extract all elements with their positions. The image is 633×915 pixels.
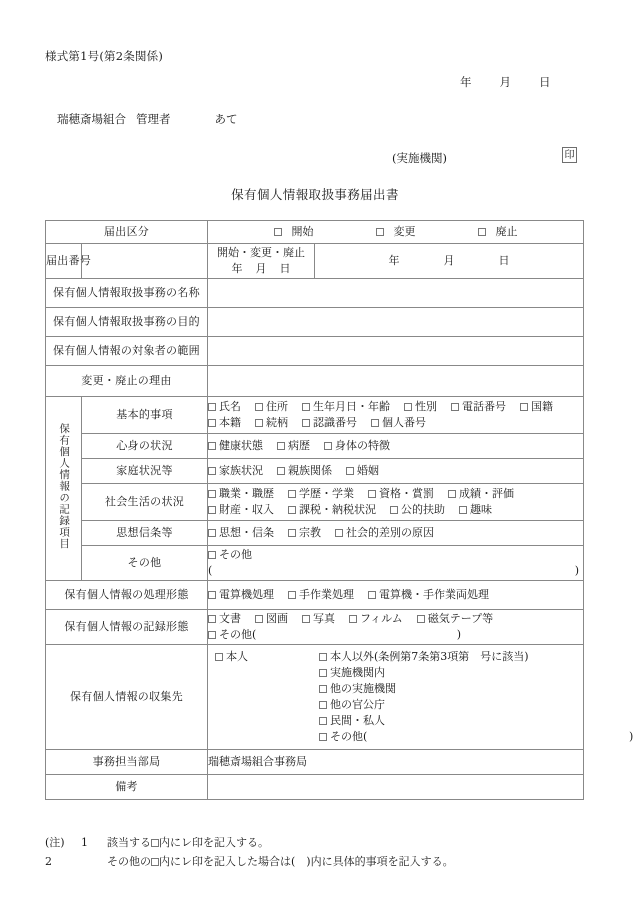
checkbox-icon[interactable]	[390, 506, 398, 514]
physical-mental-line-1	[208, 438, 583, 454]
table-row-physical-mental	[46, 434, 584, 459]
table-row-scope	[46, 337, 584, 366]
checkbox-icon	[151, 858, 159, 866]
option-assets-income[interactable]	[208, 502, 274, 518]
option-name[interactable]	[208, 399, 241, 415]
jimu-purpose-value[interactable]	[208, 308, 584, 337]
table-row-collection-source	[46, 645, 584, 750]
option-body-features-label: 身体の特徴	[335, 439, 391, 453]
option-identification-number[interactable]	[302, 415, 357, 431]
table-row-purpose	[46, 308, 584, 337]
remarks-label: 備考	[46, 774, 208, 799]
option-photo-label: 写真	[313, 612, 336, 626]
remarks-value[interactable]	[208, 774, 584, 799]
checkbox-icon[interactable]	[302, 403, 310, 411]
checkbox-icon[interactable]	[208, 506, 216, 514]
checkbox-icon[interactable]	[368, 490, 376, 498]
option-name-label: 氏名	[219, 400, 242, 414]
option-phone[interactable]	[451, 399, 506, 415]
option-gender[interactable]	[404, 399, 437, 415]
option-thought-creed[interactable]	[208, 525, 274, 541]
record-form-options	[208, 610, 584, 645]
table-row-record-form	[46, 610, 584, 645]
option-hobby-label: 趣味	[470, 503, 493, 516]
table-row-kubun	[46, 221, 584, 244]
table-row-remarks	[46, 774, 584, 799]
header-date-month: 月	[499, 75, 511, 89]
checkbox-icon[interactable]	[459, 506, 467, 514]
family-options	[208, 459, 584, 484]
option-nationality[interactable]	[520, 399, 553, 415]
table-row-ideology	[46, 521, 584, 546]
option-occupation[interactable]	[208, 486, 274, 502]
todokede-date-label-month: 月	[255, 262, 267, 275]
collection-source-sub-options	[319, 665, 633, 745]
kubun-option-abolish[interactable]	[478, 224, 518, 240]
footer-note-1-text-a: 該当する	[107, 836, 151, 849]
checkbox-icon[interactable]	[208, 551, 216, 559]
checkbox-icon[interactable]	[319, 701, 327, 709]
addressee-organization: 瑞穂斎場組合	[57, 112, 126, 126]
table-row-reason	[46, 366, 584, 397]
option-source-government-office[interactable]	[319, 697, 577, 713]
checkbox-icon[interactable]	[277, 467, 285, 475]
option-marriage[interactable]	[346, 463, 379, 479]
checkbox-icon[interactable]	[255, 615, 263, 623]
option-family-status[interactable]	[208, 463, 263, 479]
option-computer-processing-label: 電算機処理	[219, 588, 275, 602]
checkbox-icon[interactable]	[255, 419, 263, 427]
checkbox-icon[interactable]	[208, 403, 216, 411]
checkbox-icon[interactable]	[371, 419, 379, 427]
jimu-name-value[interactable]	[208, 279, 584, 308]
option-source-other-free[interactable]	[319, 729, 633, 745]
option-gender-label: 性別	[415, 400, 438, 414]
option-source-other-agency-label: 他の実施機関	[330, 681, 397, 695]
checkbox-icon[interactable]	[319, 733, 327, 741]
checkbox-icon[interactable]	[288, 529, 296, 537]
social-life-label: 社会生活の状況	[82, 484, 208, 521]
reason-value[interactable]	[208, 366, 584, 397]
checkbox-icon[interactable]	[346, 467, 354, 475]
checkbox-icon[interactable]	[208, 529, 216, 537]
collection-source-top-line	[215, 649, 577, 665]
checkbox-icon[interactable]	[288, 490, 296, 498]
record-other-paren-close: )	[574, 564, 580, 577]
option-grades-evaluation-label: 成績・評価	[459, 487, 515, 501]
record-items-vertical-label-text: 保有個人情報の記録項目	[58, 422, 71, 550]
option-education-label: 学歴・学業	[299, 487, 355, 501]
checkbox-icon[interactable]	[376, 228, 384, 236]
todokede-date-label-day: 日	[279, 262, 291, 275]
checkbox-icon[interactable]	[274, 228, 282, 236]
option-domicile-label: 本籍	[219, 416, 242, 429]
option-source-private-label: 民間・私人	[330, 713, 386, 727]
option-hobby[interactable]	[459, 502, 492, 518]
collection-source-paren-close: )	[629, 729, 633, 743]
ideology-line-1	[208, 525, 583, 541]
option-relationship[interactable]	[255, 415, 288, 431]
department-value[interactable]: 瑞穂斎場組合事務局	[208, 749, 584, 774]
seal-stamp-icon: 印	[562, 147, 577, 163]
scope-label: 保有個人情報の対象者の範囲	[46, 337, 208, 366]
option-source-within-agency[interactable]	[319, 665, 577, 681]
checkbox-icon[interactable]	[520, 403, 528, 411]
processing-form-options	[208, 581, 584, 610]
table-row-social-life	[46, 484, 584, 521]
option-both-processing[interactable]	[368, 587, 489, 603]
option-drawing[interactable]	[255, 611, 288, 627]
kubun-option-abolish-label: 廃止	[495, 225, 518, 239]
table-row-record-other	[46, 546, 584, 581]
jimu-name-label: 保有個人情報取扱事務の名称	[46, 279, 208, 308]
todokede-date-label	[208, 244, 315, 279]
checkbox-icon[interactable]	[404, 403, 412, 411]
footer-notes	[45, 833, 454, 872]
checkbox-icon[interactable]	[208, 490, 216, 498]
checkbox-icon[interactable]	[288, 506, 296, 514]
record-other-options	[208, 546, 584, 581]
kubun-options	[208, 221, 584, 244]
basic-items-line-1	[208, 399, 583, 415]
checkbox-icon[interactable]	[417, 615, 425, 623]
processing-form-line-1	[208, 587, 583, 603]
checkbox-icon[interactable]	[208, 467, 216, 475]
todokede-value-year: 年	[388, 254, 400, 268]
option-source-other-free-label: その他(	[330, 729, 368, 743]
option-record-other[interactable]	[208, 547, 252, 563]
checkbox-icon[interactable]	[319, 653, 327, 661]
option-record-form-other[interactable]	[208, 627, 256, 643]
option-birthdate-age[interactable]	[302, 399, 390, 415]
option-photo[interactable]	[302, 611, 335, 627]
checkbox-icon[interactable]	[368, 591, 376, 599]
checkbox-icon[interactable]	[215, 653, 223, 661]
form-table	[45, 220, 633, 800]
kubun-option-change[interactable]	[376, 224, 416, 240]
record-form-paren-close: )	[456, 628, 462, 641]
checkbox-icon[interactable]	[448, 490, 456, 498]
social-life-options	[208, 484, 584, 521]
checkbox-icon[interactable]	[319, 685, 327, 693]
option-medical-history[interactable]	[277, 438, 310, 454]
option-personal-number[interactable]	[371, 415, 426, 431]
basic-items-label: 基本的事項	[82, 397, 208, 434]
option-social-discrimination-label: 社会的差別の原因	[346, 526, 435, 540]
family-line-1	[208, 463, 583, 479]
checkbox-icon	[151, 839, 159, 847]
checkbox-icon[interactable]	[335, 529, 343, 537]
option-qualification-award[interactable]	[368, 486, 434, 502]
record-other-paren-line[interactable]	[208, 563, 583, 579]
option-source-private[interactable]	[319, 713, 577, 729]
option-phone-label: 電話番号	[462, 400, 507, 414]
option-document-label: 文書	[219, 612, 242, 626]
reason-label: 変更・廃止の理由	[46, 366, 208, 397]
record-other-paren-open: (	[208, 564, 213, 577]
table-row-basic-items	[46, 397, 584, 434]
option-both-processing-label: 電算機・手作業両処理	[379, 588, 490, 602]
todokede-number-label-a: 届出番号	[46, 244, 82, 279]
ideology-options	[208, 521, 584, 546]
checkbox-icon[interactable]	[208, 419, 216, 427]
option-document[interactable]	[208, 611, 241, 627]
agency-label: (実施機関)	[392, 151, 447, 165]
footer-note-2-text-b: 内にレ印を記入した場合は( )内に具体的事項を記入する。	[159, 855, 454, 869]
checkbox-icon[interactable]	[349, 615, 357, 623]
option-manual-processing-label: 手作業処理	[299, 588, 355, 602]
option-source-within-agency-label: 実施機関内	[330, 665, 386, 679]
record-form-line-1	[208, 611, 583, 627]
kubun-option-start-label: 開始	[291, 225, 314, 239]
option-grades-evaluation[interactable]	[448, 486, 514, 502]
option-magnetic-tape[interactable]	[417, 611, 493, 627]
option-drawing-label: 図画	[266, 612, 289, 626]
option-public-assistance[interactable]	[390, 502, 445, 518]
checkbox-icon[interactable]	[208, 615, 216, 623]
table-row-processing-form	[46, 581, 584, 610]
footer-note-2	[45, 852, 454, 871]
header-date-year: 年	[460, 75, 472, 89]
department-label: 事務担当部局	[46, 749, 208, 774]
addressee-suffix: あて	[214, 112, 238, 126]
footer-note-1-text-b: 内にレ印を記入する。	[159, 836, 269, 849]
option-source-other-agency[interactable]	[319, 681, 577, 697]
record-items-vertical-label	[46, 397, 82, 581]
option-occupation-label: 職業・職歴	[219, 487, 275, 501]
todokede-date-label-line1: 開始・変更・廃止	[217, 246, 306, 260]
ideology-label: 思想信条等	[82, 521, 208, 546]
option-kinship-label: 親族関係	[288, 464, 333, 478]
table-row-family	[46, 459, 584, 484]
record-form-label: 保有個人情報の記録形態	[46, 610, 208, 645]
option-source-self-label: 本人	[226, 650, 249, 663]
todokede-number-value[interactable]	[82, 244, 208, 279]
footer-note-2-number: 2	[45, 855, 52, 869]
option-nationality-label: 国籍	[531, 400, 554, 414]
option-body-features[interactable]	[324, 438, 390, 454]
table-row-todokede-number	[46, 244, 584, 279]
checkbox-icon[interactable]	[451, 403, 459, 411]
option-qualification-award-label: 資格・賞罰	[379, 487, 435, 501]
header-date-line	[460, 74, 551, 90]
option-source-government-office-label: 他の官公庁	[330, 697, 386, 711]
option-birthdate-age-label: 生年月日・年齢	[313, 400, 391, 414]
document-title: 保有個人情報取扱事務届出書	[231, 187, 399, 202]
option-family-status-label: 家族状況	[219, 464, 264, 478]
todokede-value-month: 月	[443, 254, 455, 268]
checkbox-icon[interactable]	[208, 442, 216, 450]
option-assets-income-label: 財産・収入	[219, 503, 275, 516]
checkbox-icon[interactable]	[288, 591, 296, 599]
option-religion[interactable]	[288, 525, 321, 541]
option-identification-number-label: 認識番号	[313, 416, 358, 429]
option-tax-status[interactable]	[288, 502, 376, 518]
option-kinship[interactable]	[277, 463, 332, 479]
option-source-other-label: 本人以外(条例第7条第3項第 号に該当)	[330, 650, 529, 663]
social-life-line-2	[208, 502, 583, 518]
header-date-day: 日	[539, 75, 551, 89]
option-computer-processing[interactable]	[208, 587, 274, 603]
option-religion-label: 宗教	[299, 526, 322, 540]
checkbox-icon[interactable]	[319, 669, 327, 677]
option-address[interactable]	[255, 399, 288, 415]
option-source-other[interactable]	[319, 650, 529, 663]
collection-source-options	[208, 645, 633, 750]
option-domicile[interactable]	[208, 415, 241, 431]
checkbox-icon[interactable]	[478, 228, 486, 236]
option-health-status[interactable]	[208, 438, 263, 454]
scope-value[interactable]	[208, 337, 584, 366]
processing-form-label: 保有個人情報の処理形態	[46, 581, 208, 610]
todokede-date-label-year: 年	[231, 262, 243, 275]
option-public-assistance-label: 公的扶助	[401, 503, 446, 516]
family-label: 家庭状況等	[82, 459, 208, 484]
addressee-role: 管理者	[136, 112, 171, 126]
kubun-label: 届出区分	[46, 221, 208, 244]
checkbox-icon[interactable]	[255, 403, 263, 411]
option-health-status-label: 健康状態	[219, 439, 264, 453]
checkbox-icon[interactable]	[302, 615, 310, 623]
jimu-purpose-label: 保有個人情報取扱事務の目的	[46, 308, 208, 337]
footer-note-1	[45, 833, 454, 852]
footer-note-2-text-a: その他の	[107, 855, 151, 869]
option-manual-processing[interactable]	[288, 587, 354, 603]
option-relationship-label: 続柄	[266, 416, 289, 429]
option-education[interactable]	[288, 486, 354, 502]
option-marriage-label: 婚姻	[357, 464, 380, 478]
option-film-label: フィルム	[360, 612, 403, 626]
footer-note-1-number: 1	[81, 836, 88, 849]
option-record-form-other-label: その他(	[219, 628, 257, 641]
option-thought-creed-label: 思想・信条	[219, 526, 275, 540]
record-other-line-1	[208, 547, 583, 563]
basic-items-line-2	[208, 415, 583, 431]
basic-items-options	[208, 397, 584, 434]
option-film[interactable]	[349, 611, 403, 627]
checkbox-icon[interactable]	[277, 442, 285, 450]
checkbox-icon[interactable]	[319, 717, 327, 725]
option-address-label: 住所	[266, 400, 289, 414]
option-social-discrimination[interactable]	[335, 525, 434, 541]
form-code: 様式第1号(第2条関係)	[45, 49, 164, 63]
option-record-other-label: その他	[219, 548, 253, 562]
option-source-self[interactable]	[215, 649, 319, 665]
record-other-label: その他	[82, 546, 208, 581]
physical-mental-options	[208, 434, 584, 459]
checkbox-icon[interactable]	[302, 419, 310, 427]
option-medical-history-label: 病歴	[288, 439, 311, 453]
table-row-name	[46, 279, 584, 308]
collection-source-label: 保有個人情報の収集先	[46, 645, 208, 750]
kubun-option-change-label: 変更	[393, 225, 416, 239]
addressee-line	[57, 111, 238, 127]
social-life-line-1	[208, 486, 583, 502]
option-magnetic-tape-label: 磁気テープ等	[427, 612, 494, 626]
checkbox-icon[interactable]	[208, 591, 216, 599]
option-tax-status-label: 課税・納税状況	[299, 503, 377, 516]
checkbox-icon[interactable]	[324, 442, 332, 450]
record-form-other-line[interactable]	[208, 627, 583, 643]
todokede-value-day: 日	[498, 254, 510, 268]
option-personal-number-label: 個人番号	[382, 416, 427, 429]
table-row-department	[46, 749, 584, 774]
checkbox-icon[interactable]	[208, 631, 216, 639]
physical-mental-label: 心身の状況	[82, 434, 208, 459]
footer-notes-tag: (注)	[45, 836, 65, 849]
kubun-option-start[interactable]	[274, 224, 314, 240]
todokede-date-value[interactable]	[315, 244, 584, 279]
